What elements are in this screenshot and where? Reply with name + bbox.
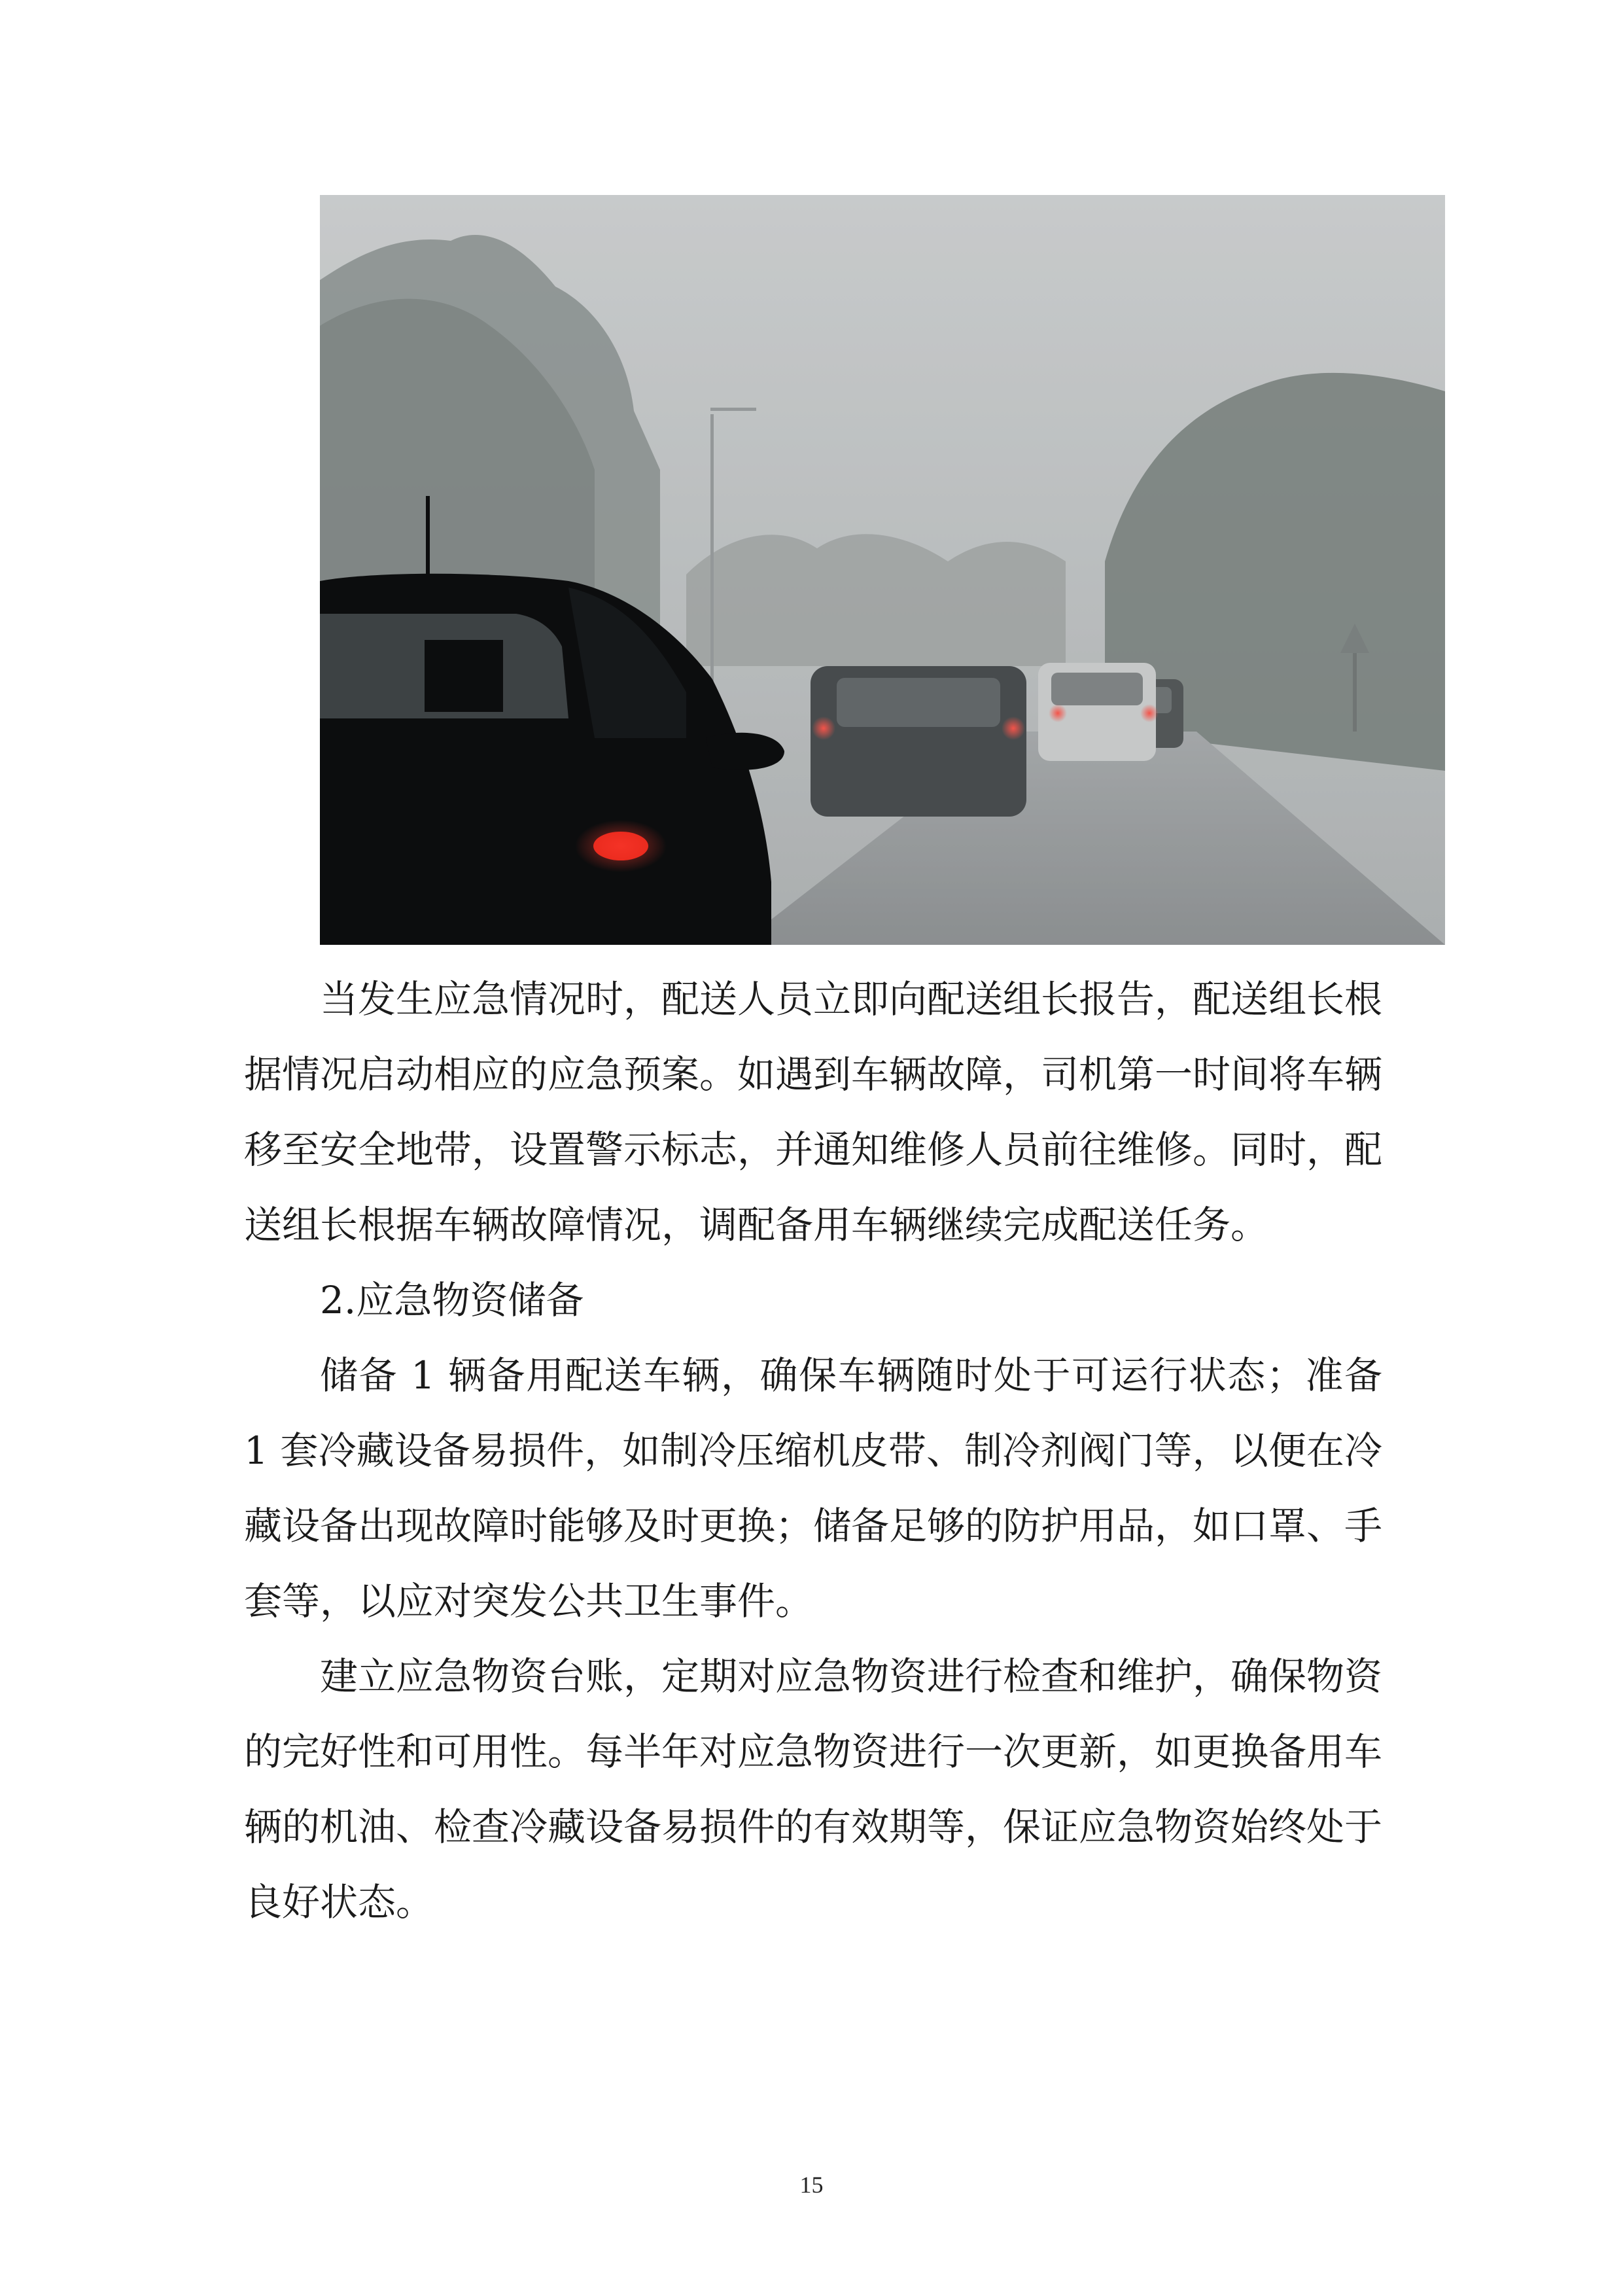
section-heading: 2.应急物资储备	[320, 1278, 584, 1322]
paragraph-reserves: 储备 1 辆备用配送车辆，确保车辆随时处于可运行状态；准备 1 套冷藏设备易损件，如制冷压缩机皮带、制冷剂阀门等，以便在冷藏设备出现故障时能够及时更换；储备足够的防护用品，如口罩、手套等，以应对突发公共卫生事件。	[244, 1353, 1383, 1623]
rainy-road-cars-photo	[320, 195, 1445, 945]
paragraph-emergency-response: 当发生应急情况时，配送人员立即向配送组长报告，配送组长根据情况启动相应的应急预案。如遇到车辆故障，司机第一时间将车辆移至安全地带，设置警示标志，并通知维修人员前往维修。同时，配送组长根据车辆故障情况，调配备用车辆继续完成配送任务。	[244, 977, 1383, 1247]
body-text	[244, 962, 1382, 1940]
page-number: 15	[799, 2172, 824, 2198]
paragraph-ledger: 建立应急物资台账，定期对应急物资进行检查和维护，确保物资的完好性和可用性。每半年对应急物资进行一次更新，如更换备用车辆的机油、检查冷藏设备易损件的有效期等，保证应急物资始终处于良好状态。	[244, 1654, 1383, 1924]
